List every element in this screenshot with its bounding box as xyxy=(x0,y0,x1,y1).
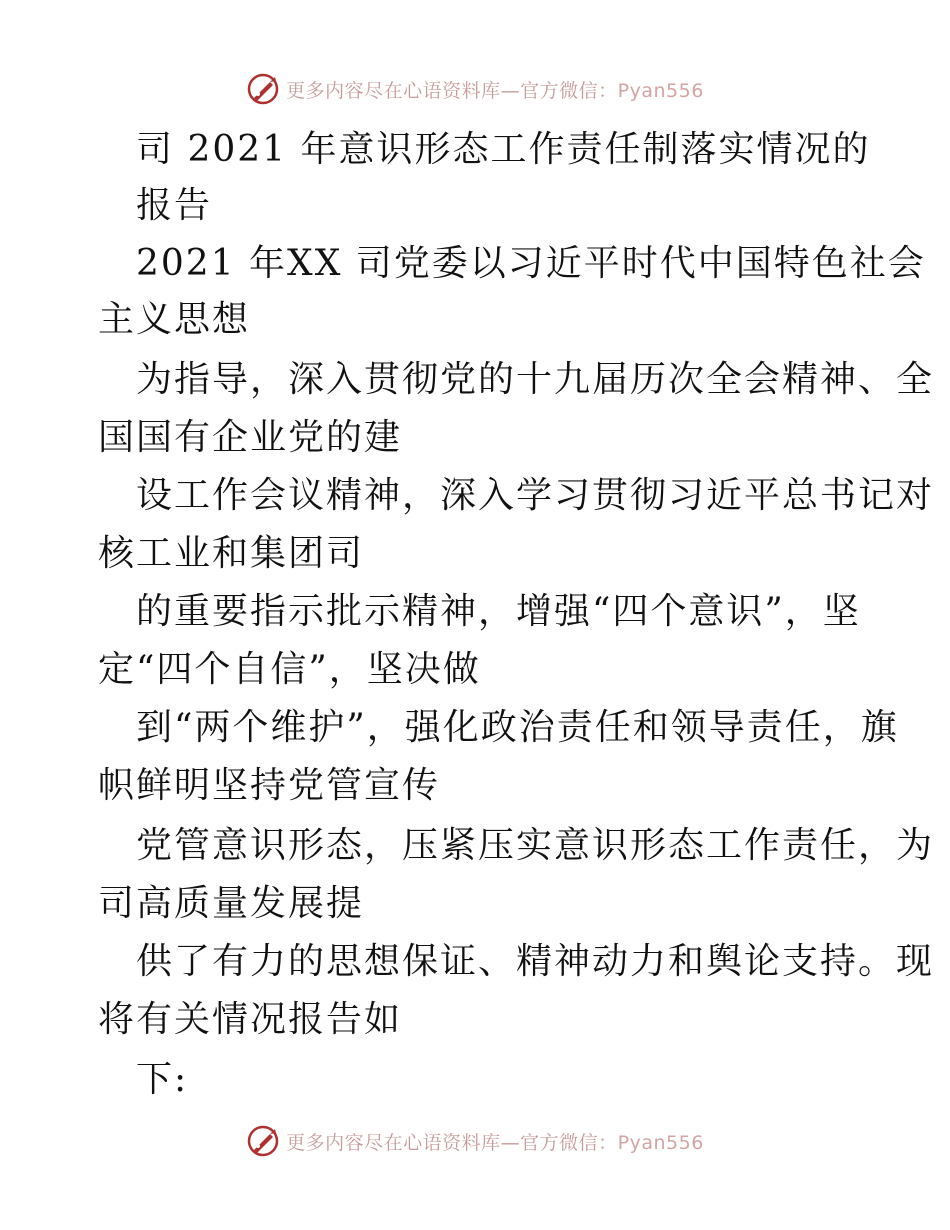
footer-watermark xyxy=(0,1124,950,1158)
body-line: 下: xyxy=(136,1059,189,1100)
body-line: 供了有力的思想保证、精神动力和舆论支持。现 xyxy=(136,941,935,982)
body-line: 到“两个维护”，强化政治责任和领导责任，旗 xyxy=(136,707,899,748)
title-line-2: 报告 xyxy=(136,185,213,226)
title-line-1: 司 2021 年意识形态工作责任制落实情况的 xyxy=(136,129,871,170)
watermark-wechat-id: Pyan556 xyxy=(617,1131,704,1154)
body-line: 党管意识形态，压紧压实意识形态工作责任，为 xyxy=(136,825,935,866)
watermark-wechat-id: Pyan556 xyxy=(617,79,704,102)
body-line: 帜鲜明坚持党管宣传 xyxy=(98,765,441,806)
body-line: 核工业和集团司 xyxy=(98,533,365,574)
body-line: 2021 年XX 司党委以习近平时代中国特色社会 xyxy=(136,243,926,284)
body-line: 国国有企业党的建 xyxy=(98,417,403,458)
body-line: 的重要指示批示精神，增强“四个意识”，坚 xyxy=(136,591,861,632)
header-watermark xyxy=(0,72,950,106)
watermark-label: 更多内容尽在心语资料库—官方微信： xyxy=(286,79,618,102)
watermark-text xyxy=(286,76,704,103)
body-line: 设工作会议精神，深入学习贯彻习近平总书记对 xyxy=(136,475,935,516)
body-line: 定“四个自信”，坚决做 xyxy=(98,649,481,690)
body-line: 司高质量发展提 xyxy=(98,883,365,924)
watermark-label: 更多内容尽在心语资料库—官方微信： xyxy=(286,1131,618,1154)
body-line: 主义思想 xyxy=(98,299,251,340)
body-line: 为指导，深入贯彻党的十九届历次全会精神、全 xyxy=(136,359,935,400)
body-line: 将有关情况报告如 xyxy=(98,999,403,1040)
quill-logo-icon xyxy=(246,1124,280,1158)
quill-logo-icon xyxy=(246,72,280,106)
watermark-text xyxy=(286,1128,704,1155)
